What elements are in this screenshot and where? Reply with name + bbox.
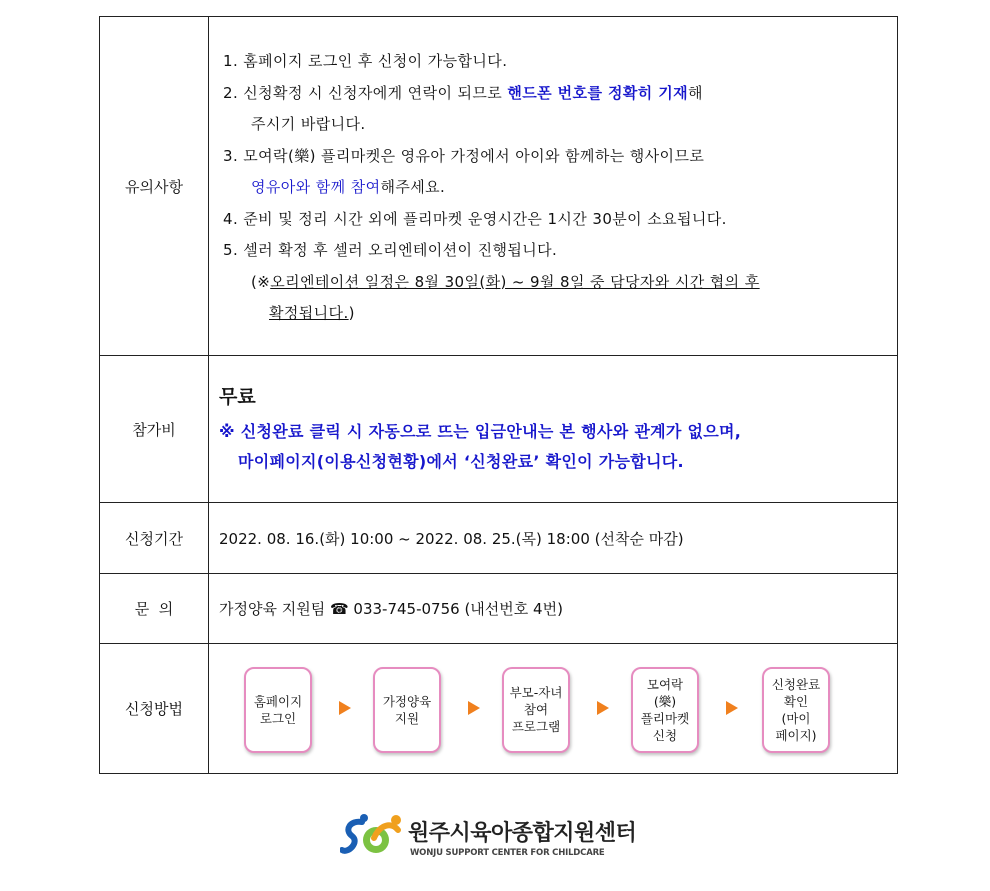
footer-logo [340,812,637,862]
note-line-5-sub2-suffix: ) [348,304,355,323]
step-parent-child-program: 부모-자녀 참여 프로그램 [502,667,570,753]
note-line-3-cont [223,172,896,204]
note-line-5-sub2-text: 확정됩니다. [269,304,349,323]
note-line-2-highlight: 핸드폰 번호를 정확히 기재 [507,83,689,102]
arrow-right-icon [597,701,609,715]
step-login: 홈페이지 로그인 [244,667,312,753]
note-line-5-sub1-prefix: (※ [251,272,271,291]
contact-label: 문 의 [100,574,209,644]
note-line-2 [223,78,896,110]
note-line-3: 3. 모여락(樂) 플리마켓은 영유아 가정에서 아이와 함께하는 행사이므로 [223,146,705,165]
note-line-5: 5. 셀러 확정 후 셀러 오리엔테이션이 진행됩니다. [223,241,558,260]
footer-title: 원주시육아종합지원센터 [408,821,637,846]
fee-notice-1: ※ 신청완료 클릭 시 자동으로 뜨는 입금안내는 본 행사와 관계가 없으며, [219,421,742,441]
phone-icon: ☎ [329,600,349,618]
fee-content [209,356,898,503]
arrow-right-icon [339,701,351,715]
fee-title: 무료 [219,385,256,408]
fee-row [100,356,898,503]
note-line-4: 4. 준비 및 정리 시간 외에 플리마켓 운영시간은 1시간 30분이 소요됩니다. [223,209,727,228]
note-line-2-end: 해 [688,83,703,102]
step-home-care: 가정양육 지원 [373,667,441,753]
contact-team: 가정양육 지원팀 [219,600,330,618]
step-flea-market-apply: 모여락 (樂) 플리마켓 신청 [631,667,699,753]
method-label: 신청방법 [100,644,209,774]
note-line-5-sub1 [223,267,896,299]
fee-notice-2: 마이페이지(이용신청현황)에서 ‘신청완료’ 확인이 가능합니다. [238,451,684,471]
note-line-5-sub1-text: 오리엔테이션 일정은 8월 30일(화) ~ 9월 8일 중 담당자와 시간 협의 후 [270,272,760,291]
notes-label: 유의사항 [100,17,209,356]
wonju-center-logo-icon [340,812,404,862]
note-line-2-text: 2. 신청확정 시 신청자에게 연락이 되므로 [223,83,508,102]
contact-value [209,574,898,644]
note-line-3-end: 해주세요. [380,178,446,197]
period-value: 2022. 08. 16.(화) 10:00 ~ 2022. 08. 25.(목) 18:00 (선착순 마감) [209,503,898,574]
fee-label: 참가비 [100,356,209,503]
method-flow [209,645,897,773]
method-content [209,644,898,774]
contact-phone: 033-745-0756 (내선번호 4번) [348,600,563,618]
note-line-3-highlight: 영유아와 함께 참여 [251,178,381,197]
arrow-right-icon [468,701,480,715]
step-confirm-complete: 신청완료 확인 (마이 페이지) [762,667,830,753]
note-line-2-cont: 주시기 바랍니다. [251,115,366,134]
method-row [100,644,898,774]
period-label: 신청기간 [100,503,209,574]
arrow-right-icon [726,701,738,715]
info-table [99,16,898,774]
note-line-1: 1. 홈페이지 로그인 후 신청이 가능합니다. [223,52,508,71]
notes-row [100,17,898,356]
notes-content [209,17,898,356]
contact-row [100,574,898,644]
footer-subtitle: WONJU SUPPORT CENTER FOR CHILDCARE [410,848,605,858]
period-row [100,503,898,574]
note-line-5-sub2 [223,298,896,330]
